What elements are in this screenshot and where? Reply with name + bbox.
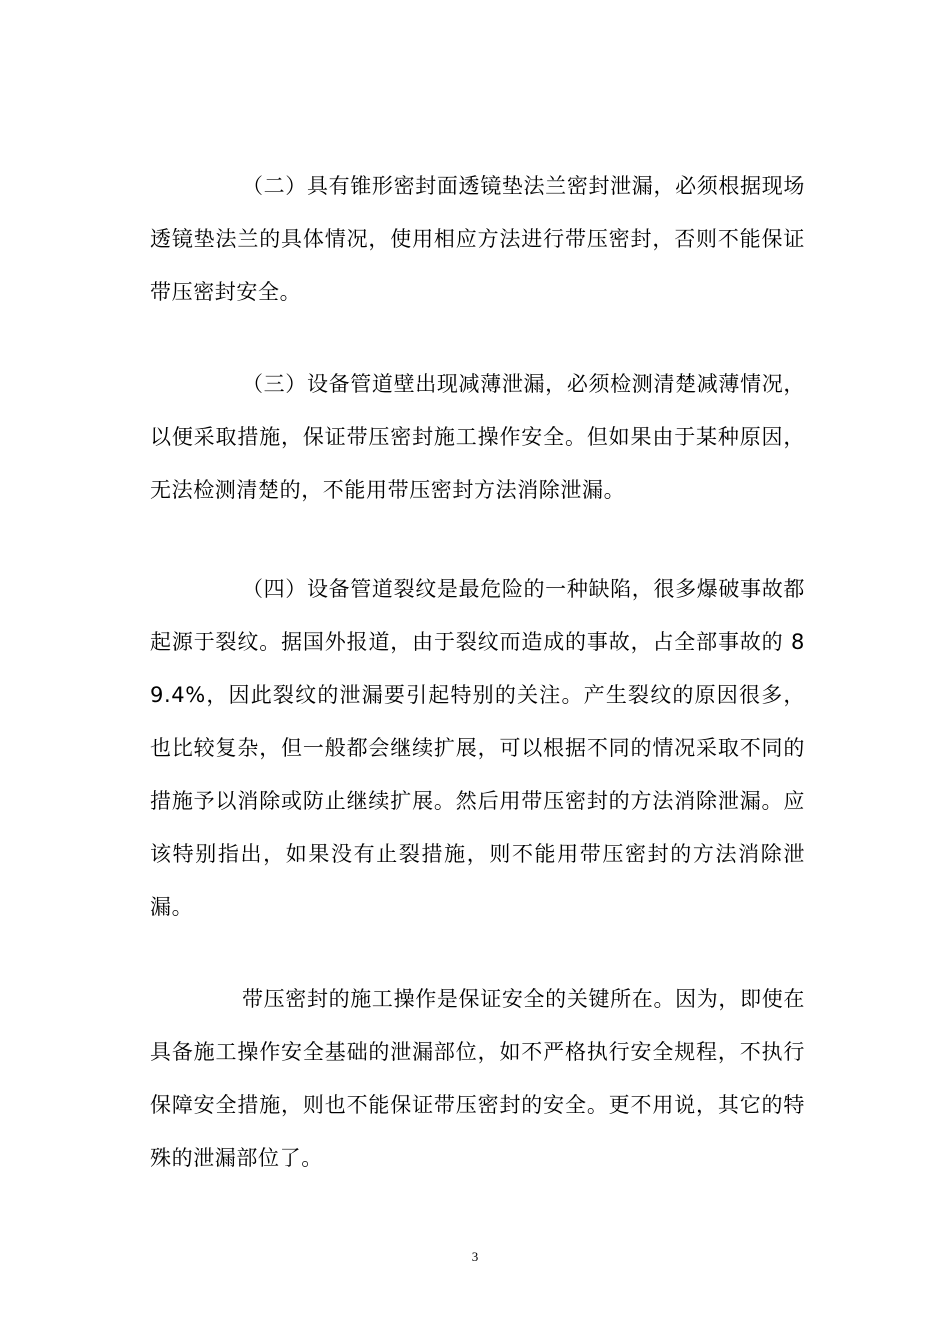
page-number: 3 [471, 1249, 479, 1264]
paragraph-construction-safety: 带压密封的施工操作是保证安全的关键所在。因为，即使在具备施工操作安全基础的泄漏部位，如不严格执行安全规程，不执行保障安全措施，则也不能保证带压密封的安全。更不用说，其它的特殊的泄漏部位了。 [150, 987, 805, 1170]
paragraph-cracks: （四）设备管道裂纹是最危险的一种缺陷，很多爆破事故都起源于裂纹。据国外报道，由于裂纹而造成的事故，占全部事故的 89.4%，因此裂纹的泄漏要引起特别的关注。产生裂纹的原因很多，也比较复杂，但一般都会继续扩展，可以根据不同的情况采取不同的措施予以消除或防止继续扩展。然后用带压密封的方法消除泄漏。应该特别指出，如果没有止裂措施，则不能用带压密封的方法消除泄漏。 [150, 577, 805, 919]
paragraph-wall-thinning: （三）设备管道壁出现减薄泄漏，必须检测清楚减薄情况，以便采取措施，保证带压密封施工操作安全。但如果由于某种原因，无法检测清楚的，不能用带压密封方法消除泄漏。 [150, 372, 805, 502]
paragraph-lens-gasket-flange: （二）具有锥形密封面透镜垫法兰密封泄漏，必须根据现场透镜垫法兰的具体情况，使用相应方法进行带压密封，否则不能保证带压密封安全。 [150, 174, 805, 304]
